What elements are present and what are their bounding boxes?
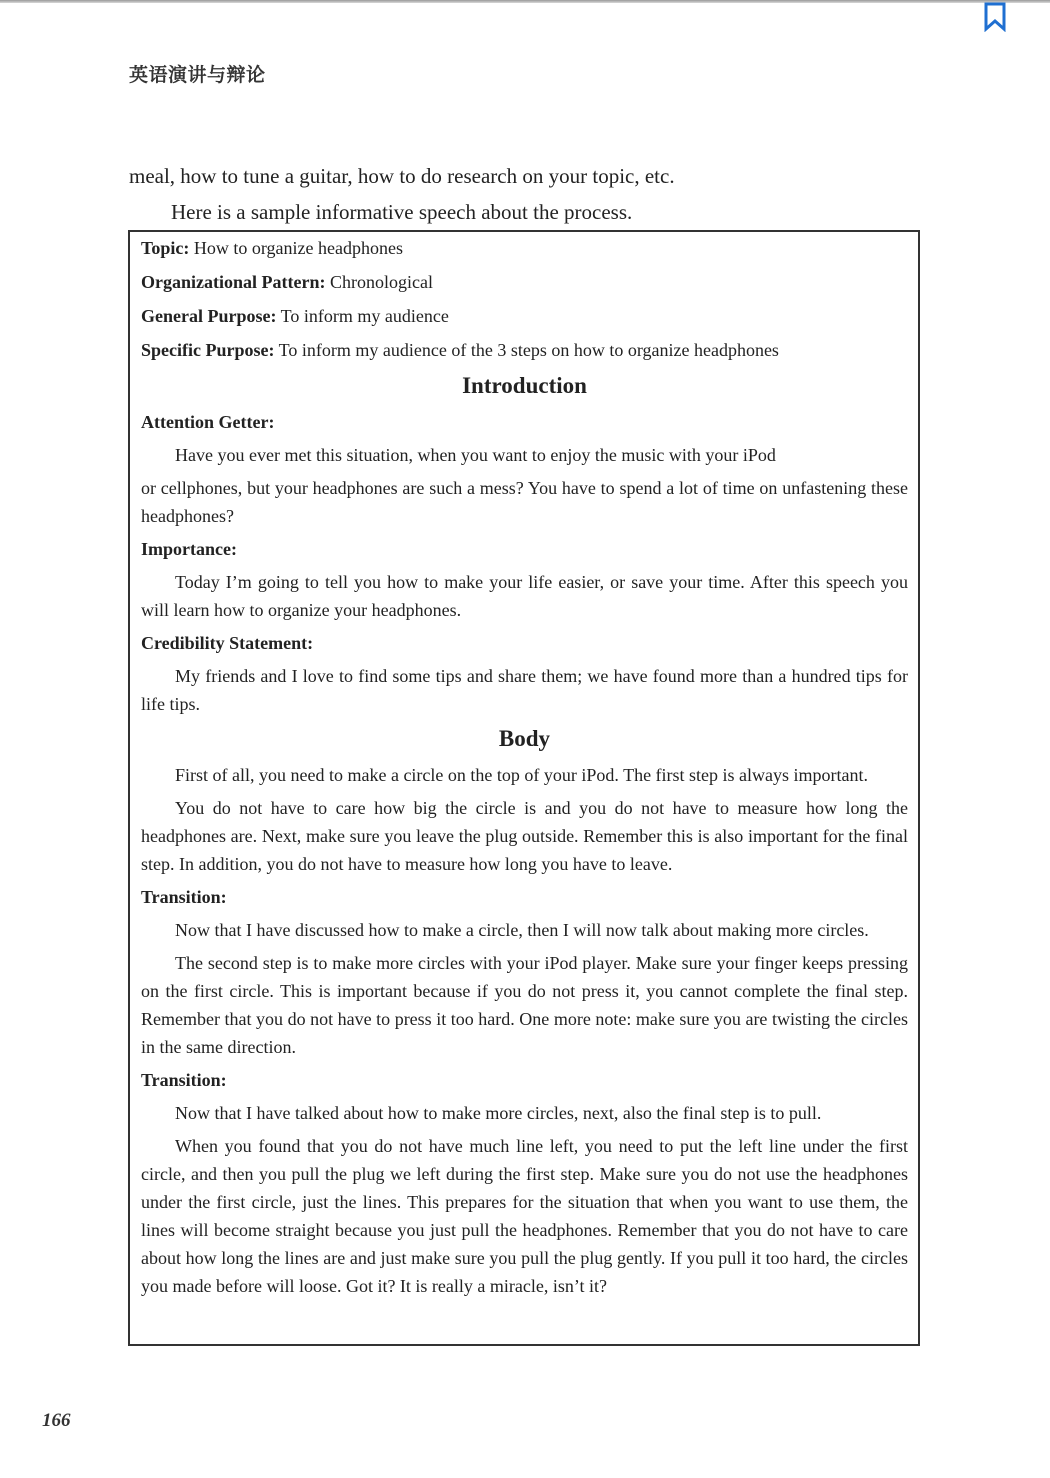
top-border <box>0 0 1050 3</box>
pattern-value: Chronological <box>325 272 433 292</box>
importance-paragraph: Today I’m going to tell you how to make your life easier, or save your time. After this speech you will learn how to organize your headphones. <box>141 572 908 620</box>
topic-label: Topic: <box>141 238 190 258</box>
body-paragraph-1: First of all, you need to make a circle on the top of your iPod. The first step is always important. <box>175 765 869 785</box>
topic-line <box>141 234 908 262</box>
pattern-label: Organizational Pattern: <box>141 272 326 292</box>
intro-text <box>129 158 919 230</box>
body-paragraph-4: When you found that you do not have much line left, you need to put the left line under the first circle, and then you pull the plug we left during the first step. Make sure you do not use the headphones under the first circle, just the lines. This prepares for the situation that when you want to use them, the lines will become straight because you just pull the headphones. Remember that you do not have to care about how long the lines are and just make sure you pull the plug gently. If you pull it too hard, the circles you made before will loose. Got it? It is really a miracle, isn’t it? <box>141 1136 908 1296</box>
speech-outline-box <box>128 230 920 1346</box>
transition-paragraph-1: Now that I have discussed how to make a circle, then I will now talk about making more circles. <box>175 920 869 940</box>
page-number: 166 <box>42 1410 71 1431</box>
pattern-line <box>141 268 908 296</box>
general-purpose-value: To inform my audience <box>276 306 449 326</box>
general-purpose-line <box>141 302 908 330</box>
running-title: 英语演讲与辩论 <box>129 64 266 86</box>
specific-purpose-value: To inform my audience of the 3 steps on how to organize headphones <box>274 340 779 360</box>
credibility-paragraph: My friends and I love to find some tips and share them; we have found more than a hundred tips for life tips. <box>141 666 908 714</box>
intro-line-1: meal, how to tune a guitar, how to do research on your topic, etc. <box>129 164 675 188</box>
general-purpose-label: General Purpose: <box>141 306 277 326</box>
introduction-heading: Introduction <box>462 373 587 398</box>
transition-paragraph-2: Now that I have talked about how to make more circles, next, also the final step is to pull. <box>175 1103 822 1123</box>
topic-value: How to organize headphones <box>189 238 403 258</box>
attention-getter-paragraph-2: or cellphones, but your headphones are such a mess? You have to spend a lot of time on unfastening these headphones? <box>141 478 908 526</box>
transition-label-1: Transition: <box>141 887 227 907</box>
attention-getter-label: Attention Getter: <box>141 412 275 432</box>
importance-label: Importance: <box>141 539 237 559</box>
intro-line-2: Here is a sample informative speech about the process. <box>171 200 633 224</box>
bookmark-icon[interactable] <box>982 2 1008 32</box>
body-paragraph-3: The second step is to make more circles with your iPod player. Make sure your finger keeps pressing on the first circle. This is important because if you do not press it, you cannot complete the final step. Remember that you do not have to press it too hard. One more note: make sure you are twisting the circles in the same direction. <box>141 953 908 1057</box>
transition-label-2: Transition: <box>141 1070 227 1090</box>
credibility-label: Credibility Statement: <box>141 633 314 653</box>
body-heading: Body <box>498 726 551 751</box>
specific-purpose-line <box>141 336 908 364</box>
attention-getter-paragraph-1: Have you ever met this situation, when you want to enjoy the music with your iPod <box>175 445 776 465</box>
body-paragraph-2: You do not have to care how big the circle is and you do not have to measure how long the headphones are. Next, make sure you leave the plug outside. Remember this is also important for the final step. In addition, you do not have to measure how long you have to leave. <box>141 798 908 874</box>
specific-purpose-label: Specific Purpose: <box>141 340 275 360</box>
